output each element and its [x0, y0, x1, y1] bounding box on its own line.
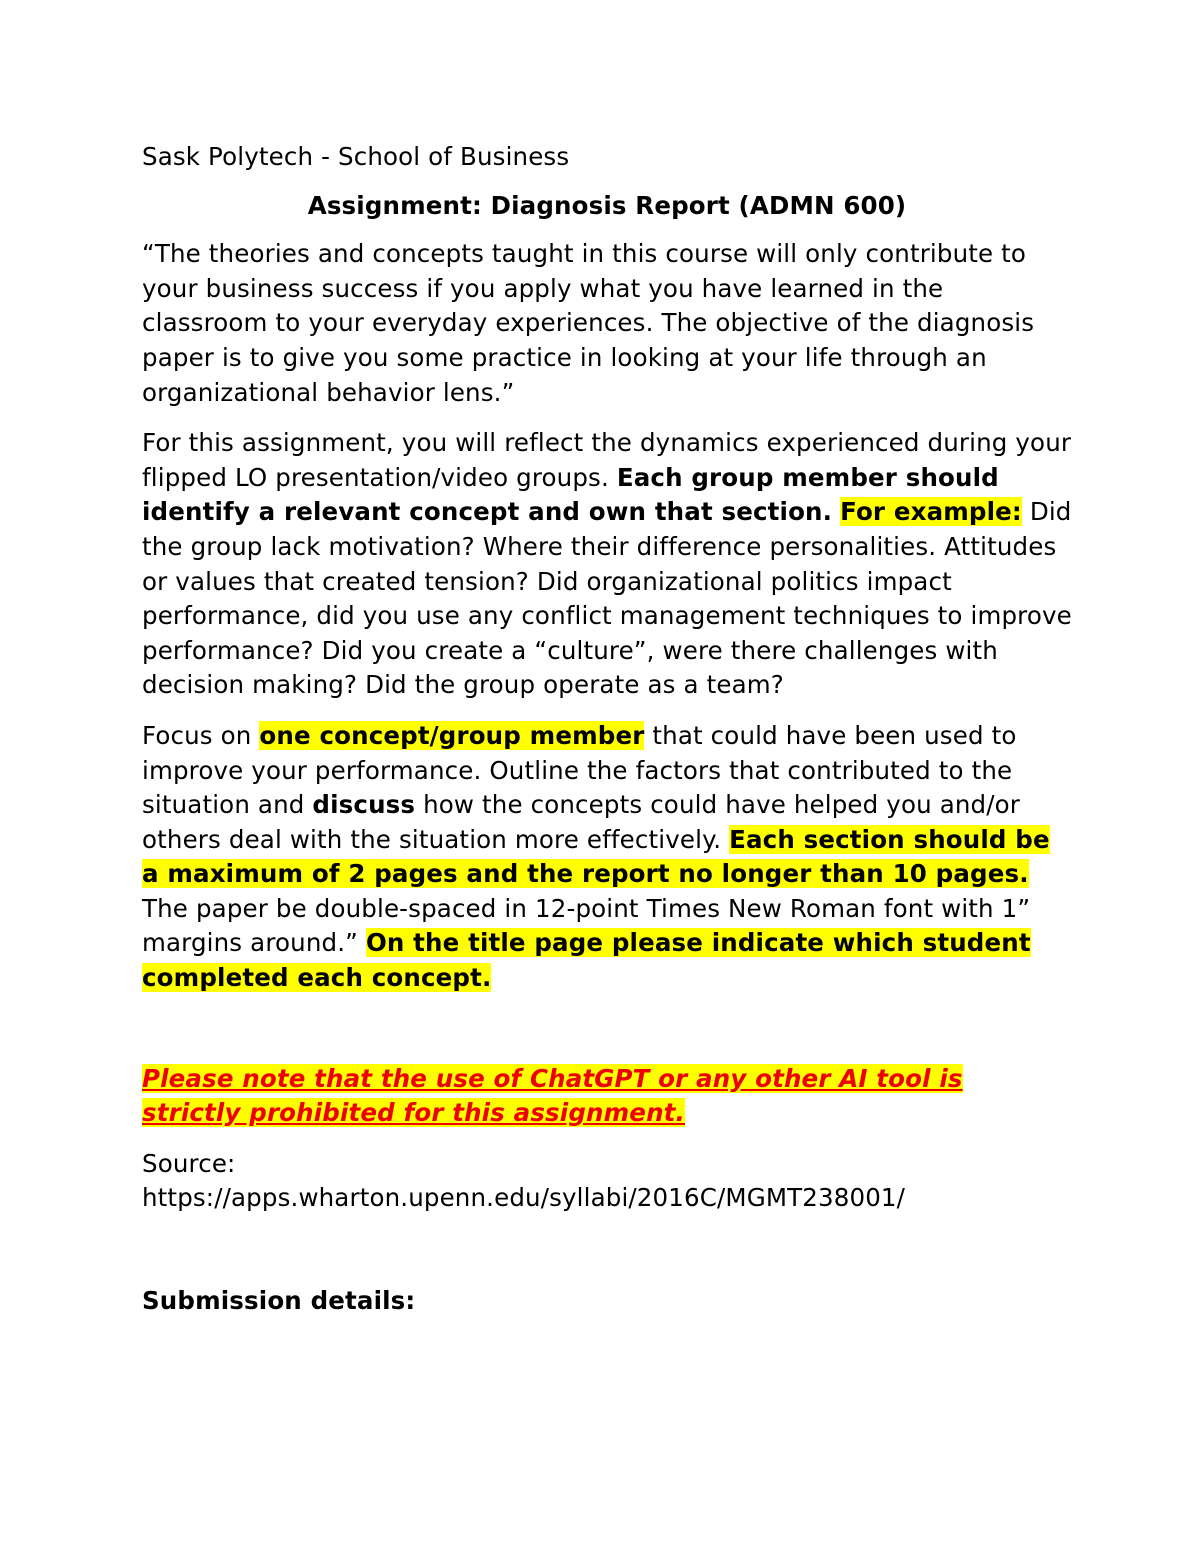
focus-text-3: how the concepts could have helped you and/or others deal with the situation more effectively. [142, 790, 1021, 854]
focus-text-2: that could have been used to improve your performance. Outline the factors that contributed to the situation and [142, 720, 1017, 820]
ai-prohibition-text: Please note that the use of ChatGPT or any other AI tool is strictly prohibited for this assignment. [142, 1063, 963, 1128]
page-limit-highlight: Each section should be a maximum of 2 pages and the report no longer than 10 pages. [142, 824, 1050, 889]
title-page-highlight: On the title page please indicate which student completed each concept. [142, 928, 1031, 993]
submission-details-heading: Submission details: [142, 1286, 416, 1316]
institution-name: Sask Polytech - School of Business [142, 142, 570, 171]
assignment-title: Assignment: Diagnosis Report (ADMN 600) [307, 190, 907, 220]
group-member-requirement: Each group member should identify a relevant concept and own that section. [142, 462, 999, 527]
intro-quote: “The theories and concepts taught in this course will only contribute to your business success if you apply what you have learned in the classroom to your everyday experiences. The objective of the diagnosis paper is to give you some practice in looking at your life through an organizational behavior lens.” [142, 239, 1035, 407]
ai-prohibition-note [142, 1062, 1062, 1131]
focus-paragraph [142, 719, 1072, 996]
focus-text-4: The paper be double-spaced in 12-point Times New Roman font with 1” margins around.” [142, 893, 1031, 958]
example-questions: Did the group lack motivation? Where their difference personalities. Attitudes or values that created tension? Did organizational politics impact performance, did you use any conflict management techniques to improve performance? Did you create a “culture”, were there challenges with decision making? Did the group operate as a team? [142, 497, 1072, 700]
assignment-instructions-paragraph [142, 426, 1072, 703]
discuss-bold: discuss [312, 790, 416, 820]
for-example-highlight: For example: [840, 497, 1022, 527]
document-body [142, 140, 1072, 1319]
source-label: Source: [142, 1148, 236, 1178]
instructions-intro: For this assignment, you will reflect the dynamics experienced during your flipped LO presentation/video groups. [142, 428, 1072, 492]
focus-text-1: Focus on [142, 720, 260, 750]
source-url: https://apps.wharton.upenn.edu/syllabi/2016C/MGMT238001/ [142, 1183, 906, 1213]
source-block [142, 1147, 1072, 1216]
spacer [832, 497, 840, 526]
one-concept-highlight: one concept/group member [259, 720, 645, 750]
